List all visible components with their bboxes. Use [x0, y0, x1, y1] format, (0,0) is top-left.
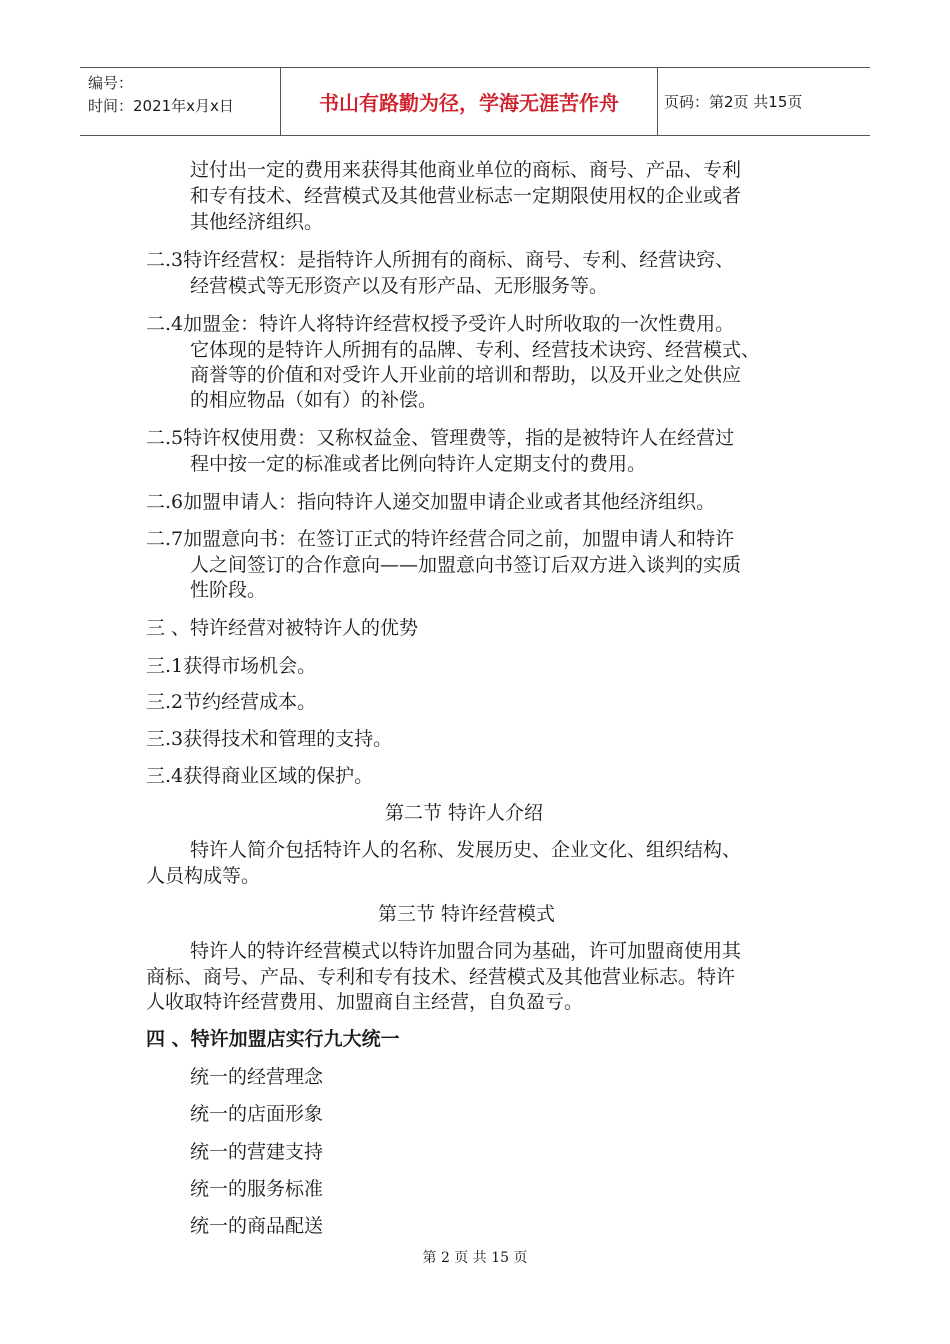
- section-heading: 四 、特许加盟店实行九大统一: [146, 1028, 400, 1050]
- body-line: 性阶段。: [190, 579, 267, 601]
- body-line: 程中按一定的标准或者比例向特许人定期支付的费用。: [190, 453, 647, 475]
- list-item: 统一的店面形象: [190, 1103, 324, 1125]
- body-line: 三.4获得商业区域的保护。: [146, 765, 374, 787]
- body-line: 商誉等的价值和对受许人开业前的培训和帮助，以及开业之处供应: [190, 364, 742, 386]
- code-label: 编号：: [88, 74, 134, 92]
- body-line: 三.2节约经营成本。: [146, 691, 317, 713]
- body-line: 它体现的是特许人所拥有的品牌、专利、经营技术诀窍、经营模式、: [190, 339, 761, 361]
- body-line: 其他经济组织。: [190, 211, 324, 233]
- body-line: 特许人的特许经营模式以特许加盟合同为基础，许可加盟商使用其: [190, 940, 742, 962]
- body-line: 二.7加盟意向书：在签订正式的特许经营合同之前，加盟申请人和特许: [146, 528, 735, 550]
- body-line: 的相应物品（如有）的补偿。: [190, 389, 438, 411]
- body-line: 商标、商号、产品、专利和专有技术、经营模式及其他营业标志。特许: [146, 966, 736, 988]
- body-line: 经营模式等无形资产以及有形产品、无形服务等。: [190, 275, 609, 297]
- header-motto: 书山有路勤为径，学海无涯苦作舟: [281, 68, 658, 135]
- page-footer: 第 2 页 共 15 页: [422, 1250, 528, 1266]
- document-header: [80, 67, 870, 136]
- body-line: 三.3获得技术和管理的支持。: [146, 728, 393, 750]
- body-line: 二.3特许经营权：是指特许人所拥有的商标、商号、专利、经营诀窍、: [146, 249, 735, 271]
- body-line: 特许人简介包括特许人的名称、发展历史、企业文化、组织结构、: [190, 839, 742, 861]
- body-line: 人收取特许经营费用、加盟商自主经营，自负盈亏。: [146, 991, 584, 1013]
- body-line: 二.4加盟金：特许人将特许经营权授予受许人时所收取的一次性费用。: [146, 313, 735, 335]
- header-meta: [80, 68, 281, 135]
- body-line: 二.6加盟申请人：指向特许人递交加盟申请企业或者其他经济组织。: [146, 491, 716, 513]
- subsection-title: 第三节 特许经营模式: [378, 903, 556, 925]
- section-heading: 三 、特许经营对被特许人的优势: [146, 617, 419, 639]
- header-page-info: 页码：第2页 共15页: [664, 93, 803, 111]
- body-line: 人之间签订的合作意向——加盟意向书签订后双方进入谈判的实质: [190, 554, 742, 576]
- body-line: 人员构成等。: [146, 865, 261, 887]
- body-line: 和专有技术、经营模式及其他营业标志一定期限使用权的企业或者: [190, 185, 742, 207]
- body-line: 二.5特许权使用费：又称权益金、管理费等，指的是被特许人在经营过: [146, 427, 735, 449]
- subsection-title: 第二节 特许人介绍: [385, 802, 544, 824]
- list-item: 统一的商品配送: [190, 1215, 324, 1237]
- body-line: 过付出一定的费用来获得其他商业单位的商标、商号、产品、专利: [190, 159, 742, 181]
- time-label: 时间：2021年x月x日: [88, 97, 234, 115]
- body-line: 三.1获得市场机会。: [146, 655, 317, 677]
- list-item: 统一的经营理念: [190, 1066, 324, 1088]
- list-item: 统一的营建支持: [190, 1141, 324, 1163]
- list-item: 统一的服务标准: [190, 1178, 324, 1200]
